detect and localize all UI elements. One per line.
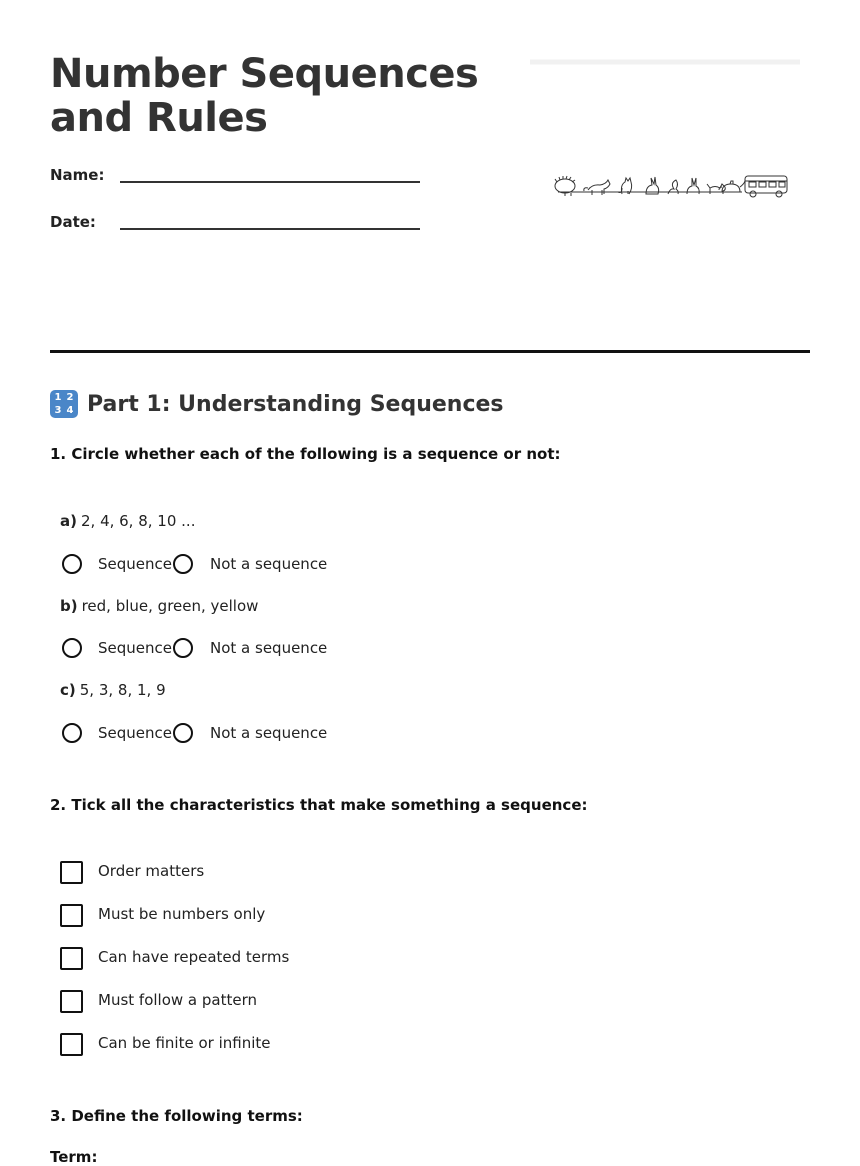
q2-option-row [60,947,460,971]
worksheet-title: Number Sequences and Rules [50,51,479,141]
icon-digit: 1 [54,392,62,403]
item-text: 2, 4, 6, 8, 10 ... [80,512,196,530]
q2-checkbox[interactable] [60,904,83,927]
q1-prompt: 1. Circle whether each of the following is a sequence or not: [50,445,561,463]
q1-a-options [60,554,460,578]
name-field [50,166,430,190]
item-text: 5, 3, 8, 1, 9 [79,681,166,699]
faint-header-decoration [530,55,800,69]
q2-prompt: 2. Tick all the characteristics that make something a sequence: [50,796,588,814]
q1-a-sequence-label: Sequence [98,555,172,573]
date-write-line[interactable] [120,228,420,230]
q2-option-row [60,990,460,1014]
date-label: Date: [50,213,96,231]
part1-title: Part 1: Understanding Sequences [87,391,504,417]
q2-option-row [60,1033,460,1057]
q2-option-label: Order matters [98,862,205,880]
q2-checkbox[interactable] [60,861,83,884]
icon-digit: 4 [66,405,74,416]
q2-checkbox[interactable] [60,947,83,970]
q1-b-not-sequence-label: Not a sequence [210,639,328,657]
q1-c-options [60,723,460,747]
q2-option-label: Must be numbers only [98,905,266,923]
q1-a-not-sequence-radio[interactable] [173,554,193,574]
name-label: Name: [50,166,105,184]
date-field [50,213,430,237]
item-text: red, blue, green, yellow [81,597,259,615]
part1-heading [50,388,504,420]
q1-a-sequence-radio[interactable] [62,554,82,574]
q1-item-c [60,681,166,699]
q1-c-sequence-radio[interactable] [62,723,82,743]
name-write-line[interactable] [120,181,420,183]
q1-b-sequence-label: Sequence [98,639,172,657]
q2-option-row [60,861,460,885]
animal-parade-illustration [550,168,790,200]
item-letter: c) [60,681,76,699]
q1-c-sequence-label: Sequence [98,724,172,742]
numbers-keycap-icon [50,390,78,418]
q2-option-label: Can have repeated terms [98,948,290,966]
q3-prompt: 3. Define the following terms: [50,1107,303,1125]
item-letter: a) [60,512,77,530]
header-divider [50,350,810,353]
q1-c-not-sequence-label: Not a sequence [210,724,328,742]
q1-b-options [60,638,460,662]
q1-c-not-sequence-radio[interactable] [173,723,193,743]
q2-option-label: Must follow a pattern [98,991,257,1009]
q2-checkbox[interactable] [60,1033,83,1056]
q2-option-label: Can be finite or infinite [98,1034,271,1052]
q2-checkbox[interactable] [60,990,83,1013]
q1-b-sequence-radio[interactable] [62,638,82,658]
item-letter: b) [60,597,78,615]
q1-b-not-sequence-radio[interactable] [173,638,193,658]
icon-digit: 3 [54,405,62,416]
q1-item-b [60,597,258,615]
q1-item-a [60,512,195,530]
icon-digit: 2 [66,392,74,403]
q3-term-label: Term: [50,1148,98,1166]
q2-option-row [60,904,460,928]
q1-a-not-sequence-label: Not a sequence [210,555,328,573]
